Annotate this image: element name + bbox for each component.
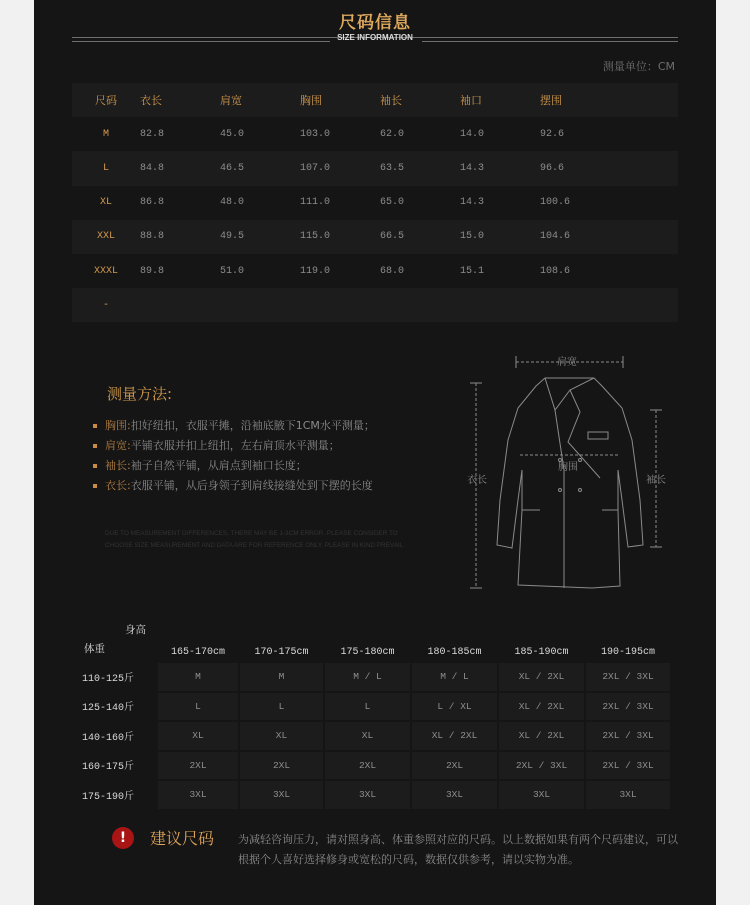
recommend-size: 2XL / 3XL bbox=[586, 752, 670, 780]
recommend-size: 2XL / 3XL bbox=[499, 752, 584, 780]
recommend-size: XL bbox=[240, 722, 323, 750]
size-table-header-cell: 摆围 bbox=[540, 83, 678, 117]
size-table-row bbox=[72, 151, 678, 185]
size-value: 111.0 bbox=[300, 186, 380, 220]
size-table-row bbox=[72, 117, 678, 151]
size-table-row bbox=[72, 186, 678, 220]
recommend-size: XL bbox=[158, 722, 238, 750]
recommend-size: 2XL bbox=[412, 752, 497, 780]
size-value: 82.8 bbox=[140, 117, 220, 151]
recommend-size: L / XL bbox=[412, 693, 497, 721]
recommend-size: 2XL bbox=[158, 752, 238, 780]
recommend-size: 2XL / 3XL bbox=[586, 722, 670, 750]
size-recommend-table bbox=[72, 614, 672, 811]
diagram-label-sleeve: 袖长 bbox=[646, 475, 666, 486]
coat-diagram bbox=[460, 350, 680, 595]
size-value: 66.5 bbox=[380, 220, 460, 254]
size-value: 63.5 bbox=[380, 151, 460, 185]
method-title: 测量方法: bbox=[107, 385, 173, 403]
size-table bbox=[72, 83, 678, 322]
size-table-header-cell: 袖长 bbox=[380, 83, 460, 117]
size-value: 92.6 bbox=[540, 117, 678, 151]
height-range: 165-170cm bbox=[158, 616, 238, 661]
recommend-size: 2XL bbox=[240, 752, 323, 780]
size-value: 15.0 bbox=[460, 220, 540, 254]
recommend-size: XL / 2XL bbox=[499, 693, 584, 721]
size-value: 62.0 bbox=[380, 117, 460, 151]
recommend-size: M bbox=[240, 663, 323, 691]
unit-note: 测量单位：CM bbox=[602, 60, 675, 73]
size-label: - bbox=[72, 288, 140, 322]
method-item-text: 平铺衣服并扣上纽扣，左右肩顶水平测量； bbox=[130, 439, 340, 452]
recommend-corner bbox=[74, 616, 156, 661]
size-value: 107.0 bbox=[300, 151, 380, 185]
size-label: XXXL bbox=[72, 254, 140, 288]
size-value: 84.8 bbox=[140, 151, 220, 185]
recommend-size: XL / 2XL bbox=[499, 722, 584, 750]
size-value: 45.0 bbox=[220, 117, 300, 151]
size-value bbox=[300, 288, 380, 322]
recommend-size: 3XL bbox=[325, 781, 410, 809]
size-value: 14.3 bbox=[460, 151, 540, 185]
size-value: 14.3 bbox=[460, 186, 540, 220]
size-table-row bbox=[72, 254, 678, 288]
height-range: 185-190cm bbox=[499, 616, 584, 661]
method-item-text: 衣服平铺，从后身领子到肩线接缝处到下摆的长度 bbox=[130, 479, 373, 492]
size-value: 51.0 bbox=[220, 254, 300, 288]
height-range: 175-180cm bbox=[325, 616, 410, 661]
size-value: 103.0 bbox=[300, 117, 380, 151]
recommend-size: XL / 2XL bbox=[412, 722, 497, 750]
size-value: 46.5 bbox=[220, 151, 300, 185]
recommend-size: 2XL bbox=[325, 752, 410, 780]
size-value: 104.6 bbox=[540, 220, 678, 254]
size-value: 108.6 bbox=[540, 254, 678, 288]
weight-range: 140-160斤 bbox=[74, 722, 156, 750]
height-range: 190-195cm bbox=[586, 616, 670, 661]
size-value: 100.6 bbox=[540, 186, 678, 220]
size-value: 49.5 bbox=[220, 220, 300, 254]
recommend-row bbox=[74, 752, 670, 780]
coat-outline bbox=[497, 378, 643, 588]
diagram-label-chest: 胸围 bbox=[558, 462, 578, 473]
recommend-row bbox=[74, 781, 670, 809]
page-subtitle: SIZE INFORMATION bbox=[337, 33, 413, 42]
recommend-size: 3XL bbox=[586, 781, 670, 809]
size-value: 89.8 bbox=[140, 254, 220, 288]
size-value: 88.8 bbox=[140, 220, 220, 254]
warning-icon: ! bbox=[112, 827, 134, 849]
size-table-row bbox=[72, 220, 678, 254]
method-item-key: 袖长: bbox=[105, 459, 131, 472]
size-value: 14.0 bbox=[460, 117, 540, 151]
height-range: 170-175cm bbox=[240, 616, 323, 661]
recommend-size: L bbox=[325, 693, 410, 721]
weight-label: 体重 bbox=[84, 643, 105, 655]
recommend-row bbox=[74, 663, 670, 691]
method-item-text: 扣好纽扣，衣服平摊，沿袖底腋下1CM水平测量； bbox=[130, 419, 375, 432]
size-value: 86.8 bbox=[140, 186, 220, 220]
recommend-size: M / L bbox=[325, 663, 410, 691]
size-value bbox=[380, 288, 460, 322]
height-range: 180-185cm bbox=[412, 616, 497, 661]
size-value bbox=[460, 288, 540, 322]
weight-range: 160-175斤 bbox=[74, 752, 156, 780]
page-title: 尺码信息 bbox=[339, 13, 411, 33]
diagram-label-length: 衣长 bbox=[467, 475, 487, 486]
size-table-header-cell: 衣长 bbox=[140, 83, 220, 117]
size-label: XXL bbox=[72, 220, 140, 254]
recommend-size: 3XL bbox=[158, 781, 238, 809]
recommend-header bbox=[74, 616, 670, 661]
method-item bbox=[93, 436, 375, 456]
method-item bbox=[93, 476, 375, 496]
disclaimer: DUE TO MEASUREMENT DIFFERENCES, THERE MAY BE 1-3CM ERROR. PLEASE CONSIDER TO CHOOSE SIZE MEASUREMENT AND DATA ARE FOR REFERENCE ONLY. PLEASE IN KIND PREVAIL bbox=[105, 530, 404, 549]
suggest-title: 建议尺码 bbox=[150, 829, 215, 848]
method-item bbox=[93, 456, 375, 476]
recommend-size: 3XL bbox=[240, 781, 323, 809]
size-value bbox=[540, 288, 678, 322]
recommend-size: M bbox=[158, 663, 238, 691]
size-value: 119.0 bbox=[300, 254, 380, 288]
size-label: XL bbox=[72, 186, 140, 220]
recommend-size: 3XL bbox=[499, 781, 584, 809]
recommend-size: 2XL / 3XL bbox=[586, 693, 670, 721]
recommend-size: L bbox=[158, 693, 238, 721]
recommend-size: 3XL bbox=[412, 781, 497, 809]
size-label: L bbox=[72, 151, 140, 185]
diagram-label-shoulder: 肩宽 bbox=[557, 357, 577, 368]
size-table-header bbox=[72, 83, 678, 117]
size-value: 48.0 bbox=[220, 186, 300, 220]
height-label: 身高 bbox=[125, 624, 146, 636]
method-item-text: 袖子自然平铺，从肩点到袖口长度； bbox=[130, 459, 307, 472]
recommend-row bbox=[74, 722, 670, 750]
size-table-row bbox=[72, 288, 678, 322]
size-value: 68.0 bbox=[380, 254, 460, 288]
weight-range: 125-140斤 bbox=[74, 693, 156, 721]
size-table-header-cell: 尺码 bbox=[72, 83, 140, 117]
weight-range: 110-125斤 bbox=[74, 663, 156, 691]
size-value bbox=[140, 288, 220, 322]
recommend-size: 2XL / 3XL bbox=[586, 663, 670, 691]
recommend-size: M / L bbox=[412, 663, 497, 691]
method-list bbox=[93, 416, 375, 496]
method-item-key: 肩宽: bbox=[105, 439, 131, 452]
recommend-size: XL bbox=[325, 722, 410, 750]
suggest-text: 为减轻咨询压力，请对照身高、体重参照对应的尺码。以上数据如果有两个尺码建议，可以根据个人喜好选择修身或宽松的尺码，数据仅供参考，请以实物为准。 bbox=[238, 833, 678, 866]
method-item bbox=[93, 416, 375, 436]
size-value: 96.6 bbox=[540, 151, 678, 185]
weight-range: 175-190斤 bbox=[74, 781, 156, 809]
size-table-header-cell: 胸围 bbox=[300, 83, 380, 117]
collar bbox=[545, 378, 594, 410]
size-table-header-cell: 肩宽 bbox=[220, 83, 300, 117]
recommend-size: L bbox=[240, 693, 323, 721]
size-value: 115.0 bbox=[300, 220, 380, 254]
size-value bbox=[220, 288, 300, 322]
recommend-row bbox=[74, 693, 670, 721]
size-table-header-cell: 袖口 bbox=[460, 83, 540, 117]
method-item-key: 衣长: bbox=[105, 479, 131, 492]
size-value: 15.1 bbox=[460, 254, 540, 288]
size-label: M bbox=[72, 117, 140, 151]
recommend-size: XL / 2XL bbox=[499, 663, 584, 691]
method-item-key: 胸围: bbox=[105, 419, 131, 432]
size-value: 65.0 bbox=[380, 186, 460, 220]
